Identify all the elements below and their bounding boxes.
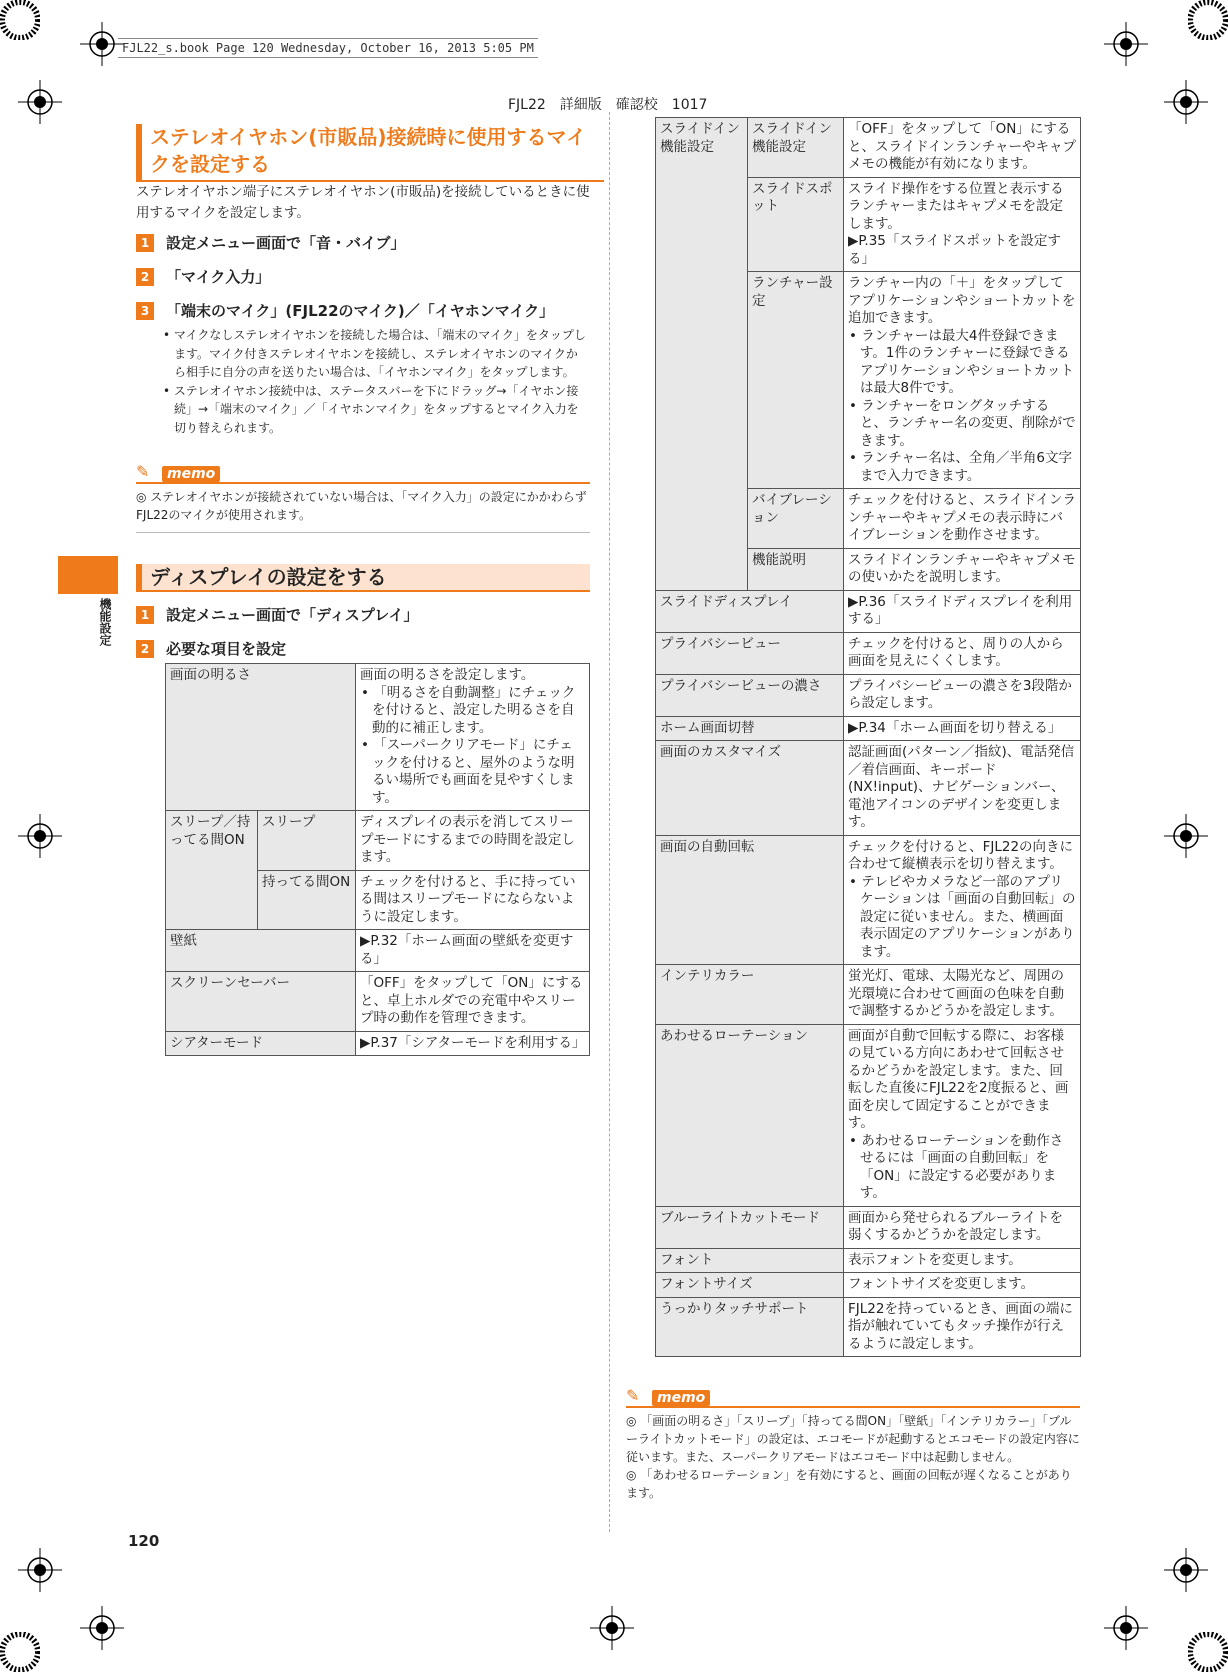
desc-text: 画面の明るさを設定します。 — [360, 667, 535, 683]
memo-divider — [136, 532, 590, 533]
pencil-icon: ✎ — [626, 1386, 640, 1405]
setting-key: インテリカラー — [656, 965, 844, 1025]
table-row — [656, 741, 1081, 836]
setting-key: フォントサイズ — [656, 1273, 844, 1298]
registration-mark-icon — [18, 1548, 62, 1592]
setting-desc: FJL22を持っているとき、画面の端に指が触れていてもタッチ操作が行えるように設定します。 — [844, 1297, 1081, 1357]
table-row — [656, 1206, 1081, 1248]
step-text: 設定メニュー画面で「ディスプレイ」 — [166, 606, 419, 624]
table-row — [166, 811, 590, 871]
side-tab-label: 機能設定 — [98, 598, 112, 646]
step-number: 2 — [136, 268, 154, 286]
registration-mark-icon — [1164, 80, 1208, 124]
setting-desc — [844, 1024, 1081, 1206]
table-row — [166, 930, 590, 972]
setting-desc — [844, 272, 1081, 489]
table-row — [656, 1273, 1081, 1298]
step-1 — [136, 232, 406, 253]
setting-key: あわせるローテーション — [656, 1024, 844, 1206]
display-settings-table-left — [165, 663, 590, 1056]
step-text: 設定メニュー画面で「音・バイブ」 — [166, 234, 406, 252]
setting-desc: 「OFF」をタップして「ON」にすると、卓上ホルダでの充電中やスリープ時の動作を管理できます。 — [356, 972, 590, 1032]
setting-key: ホーム画面切替 — [656, 716, 844, 741]
setting-key: スリープ — [258, 811, 356, 871]
setting-key: スライドディスプレイ — [656, 590, 844, 632]
step-2 — [136, 266, 270, 287]
table-row — [656, 674, 1081, 716]
setting-key: 壁紙 — [166, 930, 356, 972]
setting-key: プライバシービュー — [656, 632, 844, 674]
page-number: 120 — [128, 1532, 160, 1550]
setting-key: ブルーライトカットモード — [656, 1206, 844, 1248]
proof-header: FJL22 詳細版 確認校 1017 — [508, 97, 708, 113]
color-rosette-icon — [0, 0, 40, 40]
step-number: 2 — [136, 640, 154, 658]
setting-group: スライドイン機能設定 — [656, 118, 748, 591]
step-3-notes — [160, 326, 588, 437]
setting-key: ランチャー設定 — [748, 272, 844, 489]
note-item: • マイクなしステレオイヤホンを接続した場合は、「端末のマイク」をタップします。マイク付きステレオイヤホンを接続し、ステレオイヤホンのマイクから相手に自分の声を送りたい場合は、「イヤホンマイク」をタップします。 — [163, 328, 586, 379]
setting-desc — [356, 664, 590, 811]
desc-bullet: • ランチャー名は、全角／半角6文字まで入力できます。 — [849, 450, 1072, 484]
setting-desc: チェックを付けると、手に持っている間はスリープモードにならないように設定します。 — [356, 870, 590, 930]
section-intro: ステレオイヤホン端子にステレオイヤホン(市販品)を接続しているときに使用するマイクを設定します。 — [136, 184, 590, 221]
registration-mark-icon — [18, 814, 62, 858]
setting-desc: ▶P.36「スライドディスプレイを利用する」 — [844, 590, 1081, 632]
setting-desc: チェックを付けると、スライドインランチャーやキャプメモの表示時にバイブレーションを動作させます。 — [844, 489, 1081, 549]
setting-key: 画面の自動回転 — [656, 835, 844, 965]
setting-desc: ▶P.37「シアターモードを利用する」 — [356, 1031, 590, 1056]
setting-desc: スライドインランチャーやキャプメモの使いかたを説明します。 — [844, 548, 1081, 590]
setting-desc: ▶P.32「ホーム画面の壁紙を変更する」 — [356, 930, 590, 972]
memo-header — [136, 462, 590, 484]
table-row — [656, 590, 1081, 632]
registration-mark-icon — [1164, 814, 1208, 858]
color-rosette-icon — [0, 1632, 40, 1672]
setting-key: 画面の明るさ — [166, 664, 356, 811]
table-row — [166, 1031, 590, 1056]
setting-desc: 認証画面(パターン／指紋)、電話発信／着信画面、キーボード(NX!input)、ナビゲーションバー、電池アイコンのデザインを変更します。 — [844, 741, 1081, 836]
setting-desc — [844, 177, 1081, 272]
setting-desc: 蛍光灯、電球、太陽光など、周囲の光環境に合わせて画面の色味を自動で調整するかどうかを設定します。 — [844, 965, 1081, 1025]
memo-label: memo — [162, 466, 220, 482]
setting-desc: ▶P.34「ホーム画面を切り替える」 — [844, 716, 1081, 741]
desc-text: 画面が自動で回転する際に、お客様の見ている方向にあわせて回転させるかどうかを設定します。また、回転した直後にFJL22を2度振ると、画面を戻して固定することができます。 — [848, 1027, 1069, 1131]
desc-bullet: • ランチャーをロングタッチすると、ランチャー名の変更、削除ができます。 — [849, 397, 1076, 449]
color-rosette-icon — [1188, 0, 1228, 40]
table-row — [656, 1248, 1081, 1273]
setting-key: うっかりタッチサポート — [656, 1297, 844, 1357]
registration-mark-icon — [80, 1606, 124, 1650]
setting-key: 持ってる間ON — [258, 870, 356, 930]
setting-key: スライドスポット — [748, 177, 844, 272]
setting-desc: フォントサイズを変更します。 — [844, 1273, 1081, 1298]
registration-mark-icon — [1164, 1548, 1208, 1592]
desc-bullet: • 「スーパークリアモード」にチェックを付けると、屋外のような明るい場所でも画面を見やすくします。 — [361, 737, 575, 806]
desc-bullet: • ランチャーは最大4件登録できます。1件のランチャーに登録できるアプリケーションやショートカットは最大8件です。 — [849, 327, 1074, 396]
display-settings-table-right — [655, 117, 1081, 1357]
desc-text: チェックを付けると、FJL22の向きに合わせて縦横表示を切り替えます。 — [848, 838, 1074, 872]
desc-bullet: • テレビやカメラなど一部のアプリケーションは「画面の自動回転」の設定に従いません。また、横画面表示固定のアプリケーションがあります。 — [849, 873, 1076, 960]
step-text: 必要な項目を設定 — [166, 640, 287, 658]
setting-key: プライバシービューの濃さ — [656, 674, 844, 716]
step-number: 3 — [136, 302, 154, 320]
setting-desc: 表示フォントを変更します。 — [844, 1248, 1081, 1273]
setting-key: バイブレーション — [748, 489, 844, 549]
registration-mark-icon — [1104, 22, 1148, 66]
registration-mark-icon — [18, 80, 62, 124]
pencil-icon: ✎ — [136, 462, 150, 481]
setting-group: スリープ／持ってる間ON — [166, 811, 258, 930]
memo-box-1 — [136, 462, 590, 533]
section-title-display: ディスプレイの設定をする — [136, 564, 590, 592]
table-row — [656, 1297, 1081, 1357]
setting-desc: ディスプレイの表示を消してスリープモードにするまでの時間を設定します。 — [356, 811, 590, 871]
setting-key: シアターモード — [166, 1031, 356, 1056]
desc-ref: ▶P.35「スライドスポットを設定する」 — [848, 233, 1061, 267]
color-rosette-icon — [1188, 1632, 1228, 1672]
table-row — [656, 1024, 1081, 1206]
memo-label: memo — [652, 1390, 710, 1406]
step-3 — [136, 300, 554, 321]
setting-desc — [844, 835, 1081, 965]
table-row — [656, 835, 1081, 965]
table-row — [656, 965, 1081, 1025]
setting-key: 機能説明 — [748, 548, 844, 590]
memo-item: ◎ ステレオイヤホンが接続されていない場合は、「マイク入力」の設定にかかわらずFJL22のマイクが使用されます。 — [136, 490, 587, 522]
step-2 — [136, 638, 286, 659]
setting-key: フォント — [656, 1248, 844, 1273]
note-item: • ステレオイヤホン接続中は、ステータスバーを下にドラッグ→「イヤホン接続」→「端末のマイク」／「イヤホンマイク」をタップするとマイク入力を切り替えられます。 — [163, 383, 579, 435]
registration-mark-icon — [1104, 1606, 1148, 1650]
setting-desc: チェックを付けると、周りの人から画面を見えにくくします。 — [844, 632, 1081, 674]
desc-text: スライド操作をする位置と表示するランチャーまたはキャプメモを設定します。 — [848, 180, 1064, 232]
table-row — [656, 716, 1081, 741]
table-row — [166, 664, 590, 811]
desc-bullet: • あわせるローテーションを動作させるには「画面の自動回転」を「ON」に設定する必要があります。 — [849, 1132, 1064, 1201]
table-row — [656, 118, 1081, 178]
setting-desc: 「OFF」をタップして「ON」にすると、スライドインランチャーやキャプメモの機能が有効になります。 — [844, 118, 1081, 178]
memo-item: ◎ 「画面の明るさ」「スリープ」「持ってる間ON」「壁紙」「インテリカラー」「ブルーライトカットモード」の設定は、エコモードが起動するとエコモードの設定内容に従います。また、スーパークリアモードはエコモード中は起動しません。 — [626, 1414, 1080, 1464]
step-number: 1 — [136, 234, 154, 252]
memo-item: ◎ 「あわせるローテーション」を有効にすると、画面の回転が遅くなることがあります。 — [626, 1468, 1072, 1500]
desc-text: ランチャー内の「＋」をタップしてアプリケーションやショートカットを追加できます。 — [848, 275, 1076, 326]
setting-desc: 画面から発せられるブルーライトを弱くするかどうかを設定します。 — [844, 1206, 1081, 1248]
table-row — [656, 632, 1081, 674]
setting-key: スライドイン機能設定 — [748, 118, 844, 178]
print-header: FJL22_s.book Page 120 Wednesday, October 16, 2013 5:05 PM — [118, 38, 538, 58]
setting-desc: プライバシービューの濃さを3段階から設定します。 — [844, 674, 1081, 716]
desc-bullet: • 「明るさを自動調整」にチェックを付けると、設定した明るさを自動的に補正します。 — [361, 684, 576, 736]
step-number: 1 — [136, 606, 154, 624]
side-tab — [58, 556, 118, 594]
setting-key: 画面のカスタマイズ — [656, 741, 844, 836]
table-row — [166, 972, 590, 1032]
setting-key: スクリーンセーバー — [166, 972, 356, 1032]
memo-box-2 — [626, 1386, 1080, 1502]
memo-header — [626, 1386, 1080, 1408]
column-divider — [609, 112, 610, 1532]
registration-mark-icon — [590, 1606, 634, 1650]
step-text: 「マイク入力」 — [166, 268, 271, 286]
step-text: 「端末のマイク」(FJL22のマイク)／「イヤホンマイク」 — [166, 302, 555, 320]
section-title-mic: ステレオイヤホン(市販品)接続時に使用するマイクを設定する — [136, 124, 604, 182]
step-1 — [136, 604, 418, 625]
